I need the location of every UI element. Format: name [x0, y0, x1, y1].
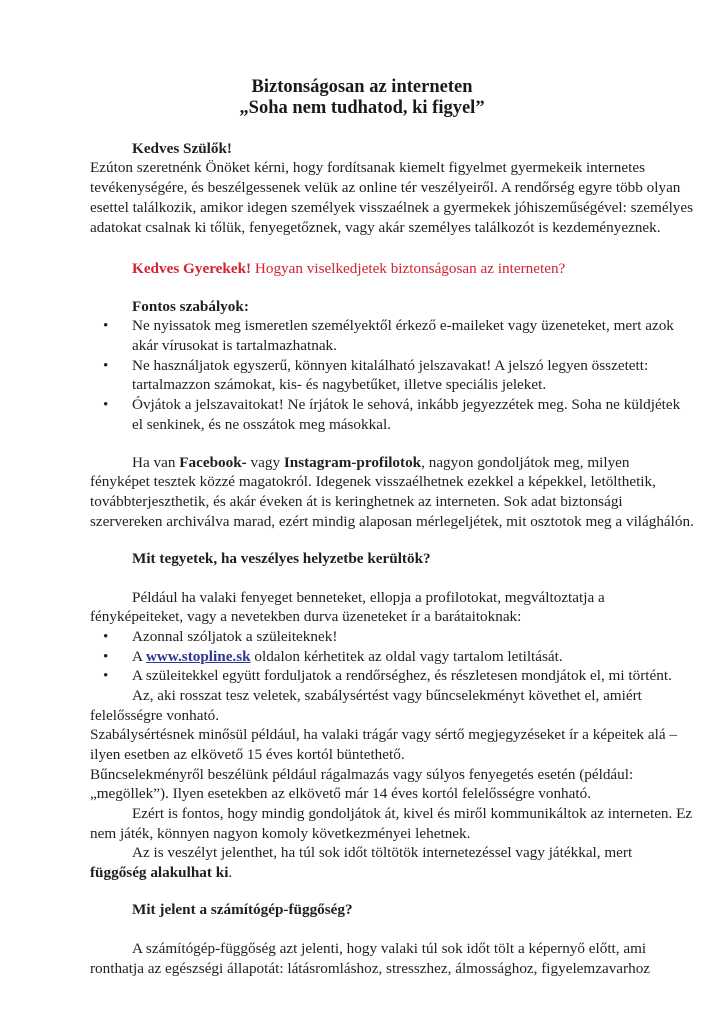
parents-text-line: esettel találkozik, amikor idegen személyek visszaélnek a gyermekek jóhiszeműségével: személyes: [90, 199, 694, 216]
rule-item-line: tartalmazzon számokat, kis- és nagybetűket, illetve speciális jeleket.: [132, 376, 547, 393]
danger-text-line: Az, aki rosszat tesz veletek, szabálysértést vagy bűncselekményt követhet el, amiért: [132, 687, 642, 704]
danger-heading: Mit tegyetek, ha veszélyes helyzetbe kerültök?: [132, 550, 431, 567]
page-subtitle: „Soha nem tudhatod, ki figyel”: [239, 98, 485, 118]
danger-text-line: Az is veszélyt jelenthet, ha túl sok időt töltötök internetezéssel vagy játékkal, mert: [132, 844, 633, 861]
danger-item: A www.stopline.sk oldalon kérhetitek az oldal vagy tartalom letiltását.: [132, 648, 563, 665]
bullet-icon: •: [103, 317, 109, 334]
danger-text-line: Szabálysértésnek minősül például, ha valaki trágár vagy sértő megjegyzéseket ír a képeitek alá –: [90, 726, 678, 743]
addiction-text-line: A számítógép-függőség azt jelenti, hogy valaki túl sok időt tölt a képernyő előtt, ami: [132, 940, 647, 957]
rule-item-line: Ne használjatok egyszerű, könnyen kitalálható jelszavakat! A jelszó legyen összetett:: [132, 357, 649, 374]
rule-item-line: Ne nyissatok meg ismeretlen személyektől érkező e-maileket vagy üzeneteket, mert azok: [132, 317, 674, 334]
rules-heading: Fontos szabályok:: [132, 298, 249, 315]
danger-text-line: fényképeiteket, vagy a nevetekben durva üzeneteket ír a barátaitoknak:: [90, 608, 522, 625]
bullet-icon: •: [103, 628, 109, 645]
addiction-text-line: ronthatja az egészségi állapotát: látásromláshoz, stresszhez, álmossághoz, figyelemzavarhoz: [90, 960, 651, 977]
stopline-link[interactable]: www.stopline.sk: [145, 648, 251, 665]
danger-item: A szüleitekkel együtt forduljatok a rendőrséghez, és részletesen mondjátok el, mi történt.: [132, 667, 672, 684]
children-heading: Kedves Gyerekek! Hogyan viselkedjetek biztonságosan az interneten?: [132, 260, 566, 277]
danger-text-line: Bűncselekményről beszélünk például rágalmazás vagy súlyos fenyegetés esetén (például:: [90, 766, 634, 783]
danger-text-line: „megöllek”). Ilyen esetekben az elkövető már 14 éves kortól felelősségre vonható.: [90, 785, 591, 802]
bullet-icon: •: [103, 357, 109, 374]
danger-text-line: függőség alakulhat ki.: [90, 864, 233, 881]
parents-heading: Kedves Szülők!: [132, 140, 232, 157]
danger-text-line: Például ha valaki fenyeget benneteket, ellopja a profilotokat, megváltoztatja a: [132, 589, 605, 606]
parents-text-line: adatokat csalnak ki tőlük, fenyegetőznek, vagy akár személyes találkozót is kezdeményeznek.: [90, 219, 661, 236]
rule-item-line: akár vírusokat is tartalmazhatnak.: [132, 337, 337, 354]
addiction-heading: Mit jelent a számítógép-függőség?: [132, 901, 353, 918]
social-text-line: továbbterjeszthetik, és akár éveken át is keringhetnek az interneten. Sok adat biztonsági: [90, 493, 623, 510]
rule-item-line: Óvjátok a jelszavaitokat! Ne írjátok le sehová, inkább jegyezzétek meg. Soha ne küldjétek: [132, 396, 681, 413]
parents-text-line: tevékenységére, és beszélgessenek velük az online tér veszélyeiről. A rendőrség egyre több olyan: [90, 179, 681, 196]
bullet-icon: •: [103, 667, 109, 684]
rule-item-line: el senkinek, és ne osszátok meg másokkal.: [132, 416, 391, 433]
danger-text-line: ilyen esetben az elkövető 15 éves kortól büntethető.: [90, 746, 405, 763]
page-title: Biztonságosan az interneten: [251, 77, 473, 97]
social-text-line: szervereken archiválva marad, ezért mindig alaposan mérlegeljétek, mit osztotok meg a világhálón.: [90, 513, 694, 530]
parents-text-line: Ezúton szeretnénk Önöket kérni, hogy fordítsanak kiemelt figyelmet gyermekeik internetes: [90, 159, 646, 176]
social-text-line: Ha van Facebook- vagy Instagram-profilotok, nagyon gondoljátok meg, milyen: [132, 454, 630, 471]
social-text-line: fényképet tesztek közzé magatokról. Idegenek visszaélhetnek ezekkel a képekkel, letölthetik,: [90, 473, 656, 490]
danger-text-line: Ezért is fontos, hogy mindig gondoljátok át, kivel és miről kommunikáltok az interneten. Ez: [132, 805, 693, 822]
danger-text-line: felelősségre vonható.: [90, 707, 220, 724]
danger-item: Azonnal szóljatok a szüleiteknek!: [132, 628, 338, 645]
bullet-icon: •: [103, 396, 109, 413]
danger-text-line: nem játék, könnyen nagyon komoly következményei lehetnek.: [90, 825, 471, 842]
bullet-icon: •: [103, 648, 109, 665]
